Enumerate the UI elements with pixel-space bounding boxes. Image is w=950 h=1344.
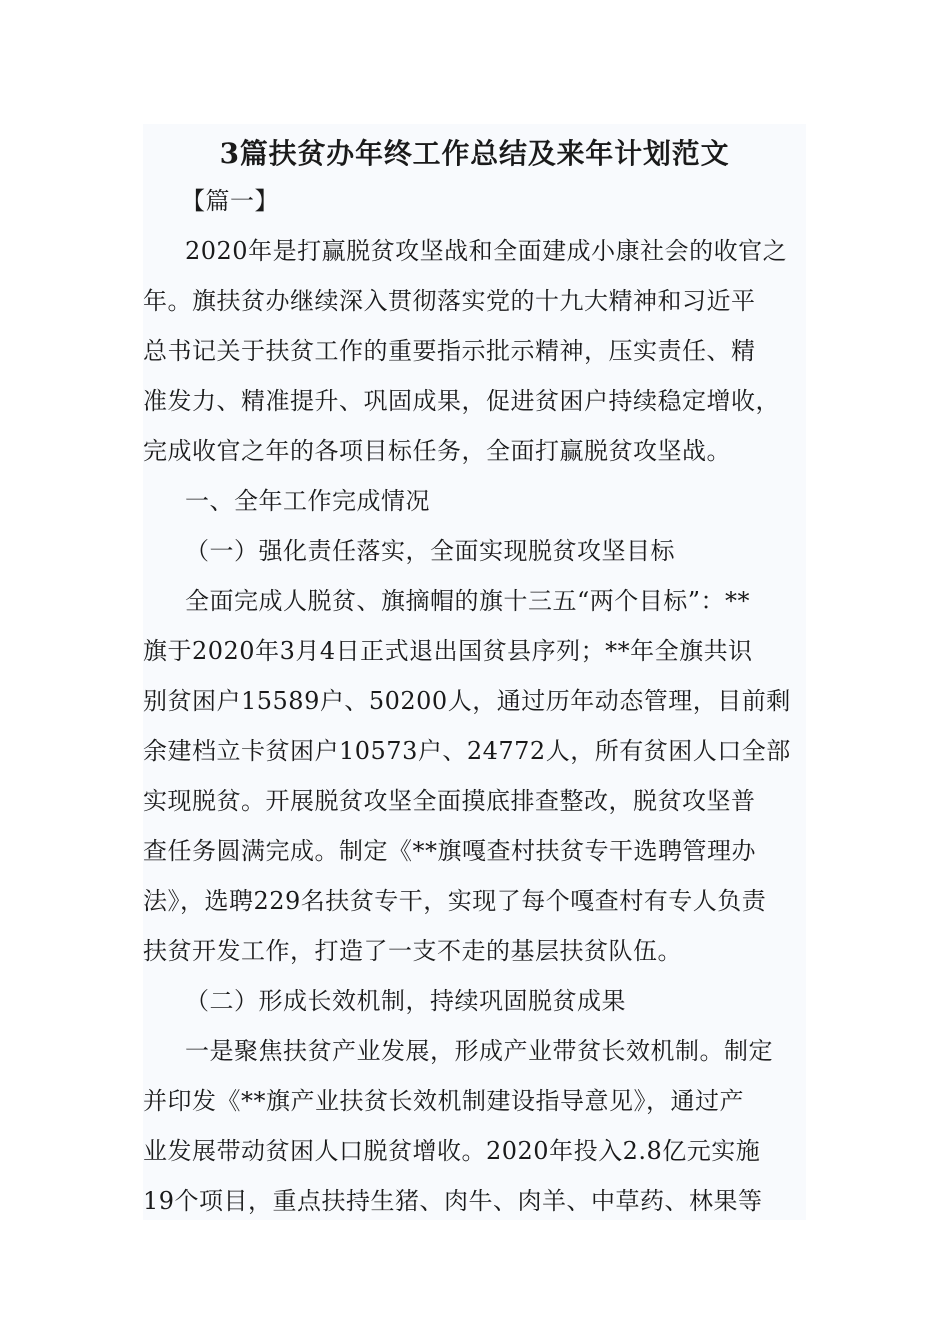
paragraph-line: 查任务圆满完成。制定《**旗嘎查村扶贫专干选聘管理办 [143, 837, 756, 865]
paragraph-line: 法》，选聘229名扶贫专干，实现了每个嘎查村有专人负责 [143, 887, 767, 915]
paragraph-line: 一是聚焦扶贫产业发展，形成产业带贫长效机制。制定 [185, 1037, 773, 1065]
section-heading-part-one: 【篇一】 [181, 187, 279, 215]
subheading-line: （二）形成长效机制，持续巩固脱贫成果 [185, 987, 626, 1015]
paragraph-line: 准发力、精准提升、巩固成果，促进贫困户持续稳定增收， [143, 387, 780, 415]
paragraph-line: 19个项目，重点扶持生猪、肉牛、肉羊、中草药、林果等 [143, 1187, 763, 1215]
paragraph-line: 业发展带动贫困人口脱贫增收。2020年投入2.8亿元实施 [143, 1137, 761, 1165]
paragraph-line: 总书记关于扶贫工作的重要指示批示精神，压实责任、精 [143, 337, 756, 365]
document-page [143, 124, 806, 1220]
paragraph-line: 全面完成人脱贫、旗摘帽的旗十三五“两个目标”：** [185, 587, 751, 615]
paragraph-line: 旗于2020年3月4日正式退出国贫县序列；**年全旗共识 [143, 637, 753, 665]
paragraph-line: 并印发《**旗产业扶贫长效机制建设指导意见》，通过产 [143, 1087, 744, 1115]
paragraph-line: 余建档立卡贫困户10573户、24772人，所有贫困人口全部 [143, 737, 791, 765]
paragraph-line: 别贫困户15589户、50200人，通过历年动态管理，目前剩 [143, 687, 791, 715]
paragraph-line: 实现脱贫。开展脱贫攻坚全面摸底排查整改，脱贫攻坚普 [143, 787, 756, 815]
paragraph-line: 2020年是打赢脱贫攻坚战和全面建成小康社会的收官之 [185, 237, 788, 265]
paragraph-line: 扶贫开发工作，打造了一支不走的基层扶贫队伍。 [143, 937, 682, 965]
heading-line: 一、全年工作完成情况 [185, 487, 430, 515]
paragraph-line: 完成收官之年的各项目标任务，全面打赢脱贫攻坚战。 [143, 437, 731, 465]
subheading-line: （一）强化责任落实，全面实现脱贫攻坚目标 [185, 537, 675, 565]
document-title: 3篇扶贫办年终工作总结及来年计划范文 [219, 137, 730, 170]
paragraph-line: 年。旗扶贫办继续深入贯彻落实党的十九大精神和习近平 [143, 287, 756, 315]
